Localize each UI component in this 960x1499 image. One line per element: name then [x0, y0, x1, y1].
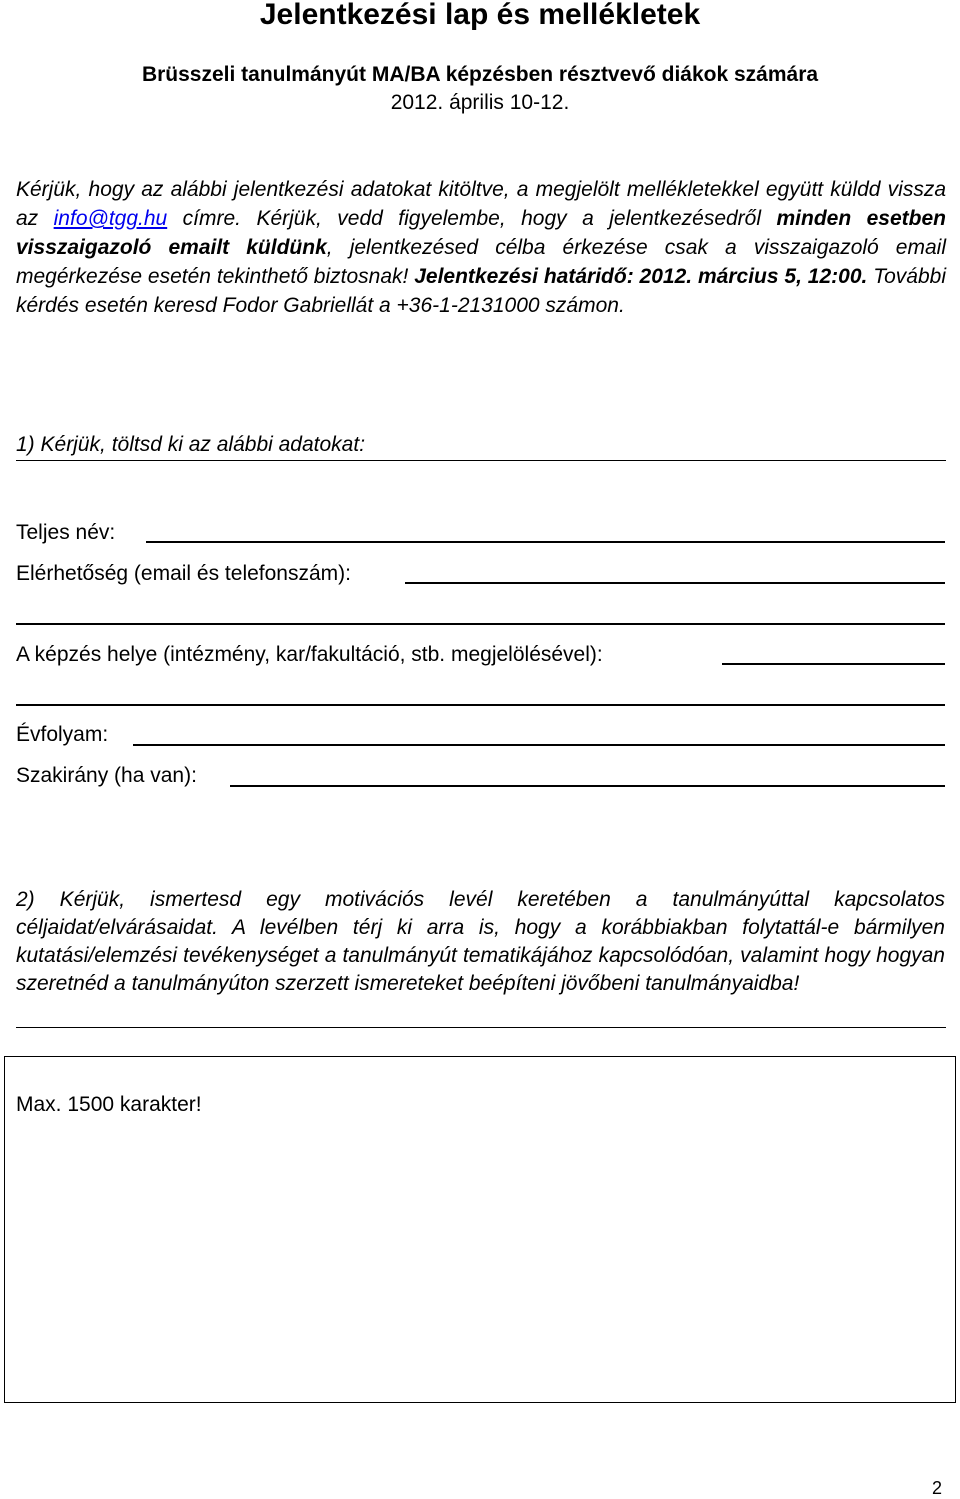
email-link[interactable]: info@tgg.hu [53, 207, 168, 230]
name-label: Teljes név: [16, 521, 116, 544]
institution-label: A képzés helye (intézmény, kar/fakultáció, stb. megjelölésével): [16, 643, 603, 666]
intro-text-2: címre. Kérjük, vedd figyelembe, hogy a jelentkezésedről [167, 207, 777, 230]
name-field[interactable] [146, 541, 945, 543]
intro-bold-deadline: Jelentkezési határidő: 2012. március 5, 12:00. [414, 265, 868, 288]
section1-heading: 1) Kérjük, töltsd ki az alábbi adatokat: [16, 433, 366, 456]
section1-rule [16, 460, 946, 461]
contact-field-continuation[interactable] [16, 623, 945, 625]
page-title: Jelentkezési lap és mellékletek [259, 0, 701, 31]
major-field[interactable] [230, 785, 945, 787]
intro-text-3: , jelentkezésed célba érkezése csak a visszaigazoló email megérkezése esetén tekinthető biztosnak! [16, 236, 946, 288]
major-label: Szakirány (ha van): [16, 764, 197, 787]
character-limit-note: Max. 1500 karakter! [16, 1093, 202, 1116]
year-field[interactable] [133, 744, 945, 746]
intro-bold-confirmation: minden esetben visszaigazoló emailt küldünk [16, 207, 946, 259]
section2-rule [16, 1027, 946, 1028]
year-label: Évfolyam: [16, 723, 109, 746]
page-number: 2 [931, 1478, 942, 1498]
event-date: 2012. április 10-12. [390, 91, 570, 114]
institution-field[interactable] [722, 663, 945, 665]
contact-label: Elérhetőség (email és telefonszám): [16, 562, 351, 585]
page-subtitle: Brüsszeli tanulmányút MA/BA képzésben résztvevő diákok számára [141, 63, 819, 86]
intro-text-1: Kérjük, hogy az alábbi jelentkezési adatokat kitöltve, a megjelölt mellékletekkel együtt küldd vissza az [16, 178, 946, 230]
institution-field-continuation[interactable] [16, 704, 945, 706]
intro-text-4: További kérdés esetén keresd Fodor Gabriellát a +36-1-2131000 számon. [16, 265, 946, 317]
section2-instructions: 2) Kérjük, ismertesd egy motivációs levél keretében a tanulmányúttal kapcsolatos céljaidat/elvárásaidat. A levélben térj ki arra is, hogy a korábbiakban folytattál-e bármilyen kutatási/elemzési tevékenységet a tanulmányút tematikájához kapcsolódóan, valamint hogy hogyan szeretnéd a tanulmányúton szerzett ismereteket beépíteni jövőbeni tanulmányaidba! [16, 888, 945, 995]
contact-field[interactable] [405, 582, 945, 584]
intro-paragraph [16, 175, 946, 320]
